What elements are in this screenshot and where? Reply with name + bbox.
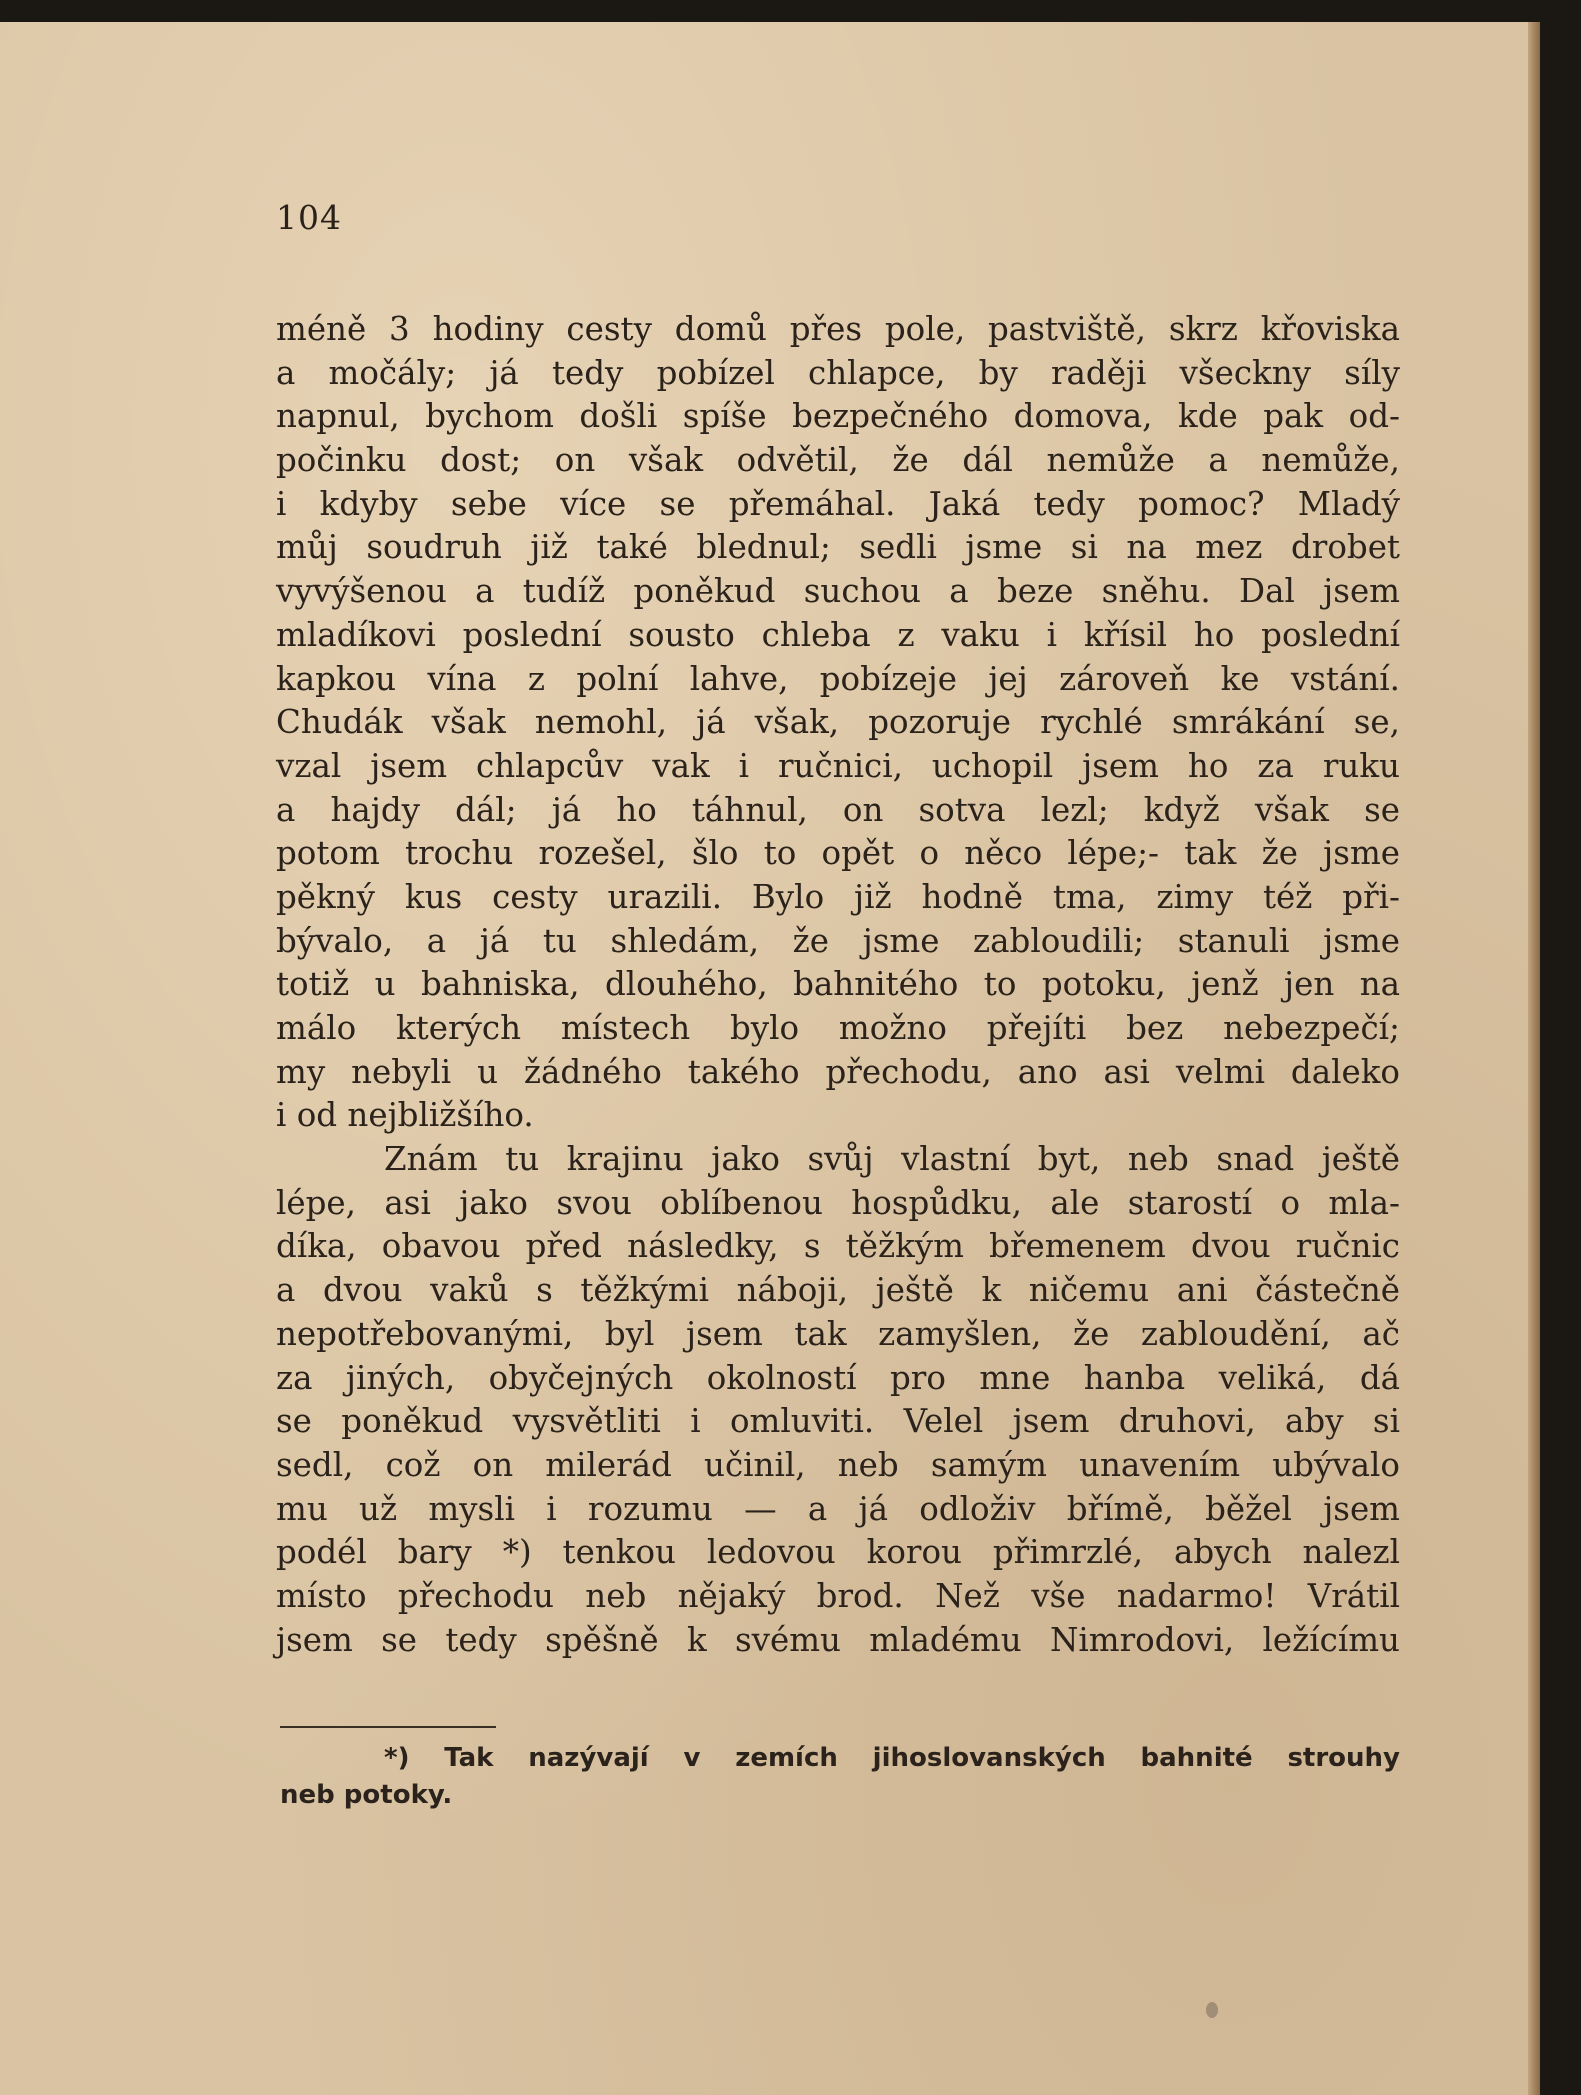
footnote-divider	[280, 1726, 496, 1728]
text-line: vyvýšenou a tudíž poněkud suchou a beze sněhu. Dal jsem	[276, 572, 1400, 611]
text-line: za jiných, obyčejných okolností pro mne hanba veliká, dá	[276, 1358, 1400, 1397]
text-line: a dvou vaků s těžkými náboji, ještě k ničemu ani částečně	[276, 1271, 1400, 1310]
text-line: jsem se tedy spěšně k svému mladému Nimrodovi, ležícímu	[276, 1620, 1400, 1659]
text-line: méně 3 hodiny cesty domů přes pole, pastviště, skrz křoviska	[276, 310, 1400, 348]
book-page	[0, 22, 1540, 2095]
text-line: napnul, bychom došli spíše bezpečného domova, kde pak od-	[276, 397, 1400, 436]
footnote-line: neb potoky.	[280, 1780, 453, 1810]
text-line: Chudák však nemohl, já však, pozoruje rychlé smrákání se,	[276, 703, 1400, 742]
text-line: se poněkud vysvětliti i omluviti. Velel jsem druhovi, aby si	[276, 1402, 1400, 1441]
text-line: i kdyby sebe více se přemáhal. Jaká tedy pomoc? Mladý	[276, 484, 1400, 523]
page-edge	[1528, 22, 1540, 2095]
footnote	[280, 1740, 1400, 1814]
text-line: totiž u bahniska, dlouhého, bahnitého to potoku, jenž jen na	[276, 965, 1400, 1004]
text-line: kapkou vína z polní lahve, pobízeje jej zároveň ke vstání.	[276, 659, 1400, 698]
text-line: Znám tu krajinu jako svůj vlastní byt, neb snad ještě	[384, 1140, 1400, 1179]
text-line: lépe, asi jako svou oblíbenou hospůdku, ale starostí o mla-	[276, 1183, 1400, 1222]
text-line: mu už mysli i rozumu — a já odloživ břímě, běžel jsem	[276, 1489, 1400, 1528]
text-line: vzal jsem chlapcův vak i ručnici, uchopil jsem ho za ruku	[276, 746, 1400, 785]
text-line: podél bary *) tenkou ledovou korou přimrzlé, abych nalezl	[276, 1533, 1400, 1572]
text-line: pěkný kus cesty urazili. Bylo již hodně tma, zimy též při-	[276, 877, 1400, 916]
text-line: díka, obavou před následky, s těžkým břemenem dvou ručnic	[276, 1227, 1400, 1266]
text-line: můj soudruh již také blednul; sedli jsme si na mez drobet	[276, 528, 1400, 567]
text-line: a hajdy dál; já ho táhnul, on sotva lezl; když však se	[276, 790, 1400, 829]
text-line: místo přechodu neb nějaký brod. Než vše nadarmo! Vrátil	[276, 1576, 1400, 1615]
text-line: nepotřebovanými, byl jsem tak zamyšlen, že zabloudění, ač	[276, 1314, 1400, 1353]
ink-smudge	[1206, 2002, 1218, 2018]
body-text	[276, 308, 1400, 1662]
page-number: 104	[276, 198, 342, 237]
text-line: a močály; já tedy pobízel chlapce, by raději všeckny síly	[276, 353, 1400, 392]
text-line: počinku dost; on však odvětil, že dál nemůže a nemůže,	[276, 441, 1400, 480]
text-line: mladíkovi poslední sousto chleba z vaku i křísil ho poslední	[276, 615, 1400, 654]
text-line: málo kterých místech bylo možno přejíti bez nebezpečí;	[276, 1009, 1400, 1047]
text-line: potom trochu rozešel, šlo to opět o něco lépe;- tak že jsme	[276, 834, 1400, 873]
text-line: i od nejbližšího.	[276, 1096, 534, 1135]
text-line: bývalo, a já tu shledám, že jsme zabloudili; stanuli jsme	[276, 921, 1400, 960]
text-line: my nebyli u žádného takého přechodu, ano asi velmi daleko	[276, 1052, 1400, 1091]
text-line: sedl, což on milerád učinil, neb samým unavením ubývalo	[276, 1445, 1400, 1484]
footnote-line: *) Tak nazývají v zemích jihoslovanských bahnité strouhy	[384, 1743, 1400, 1773]
